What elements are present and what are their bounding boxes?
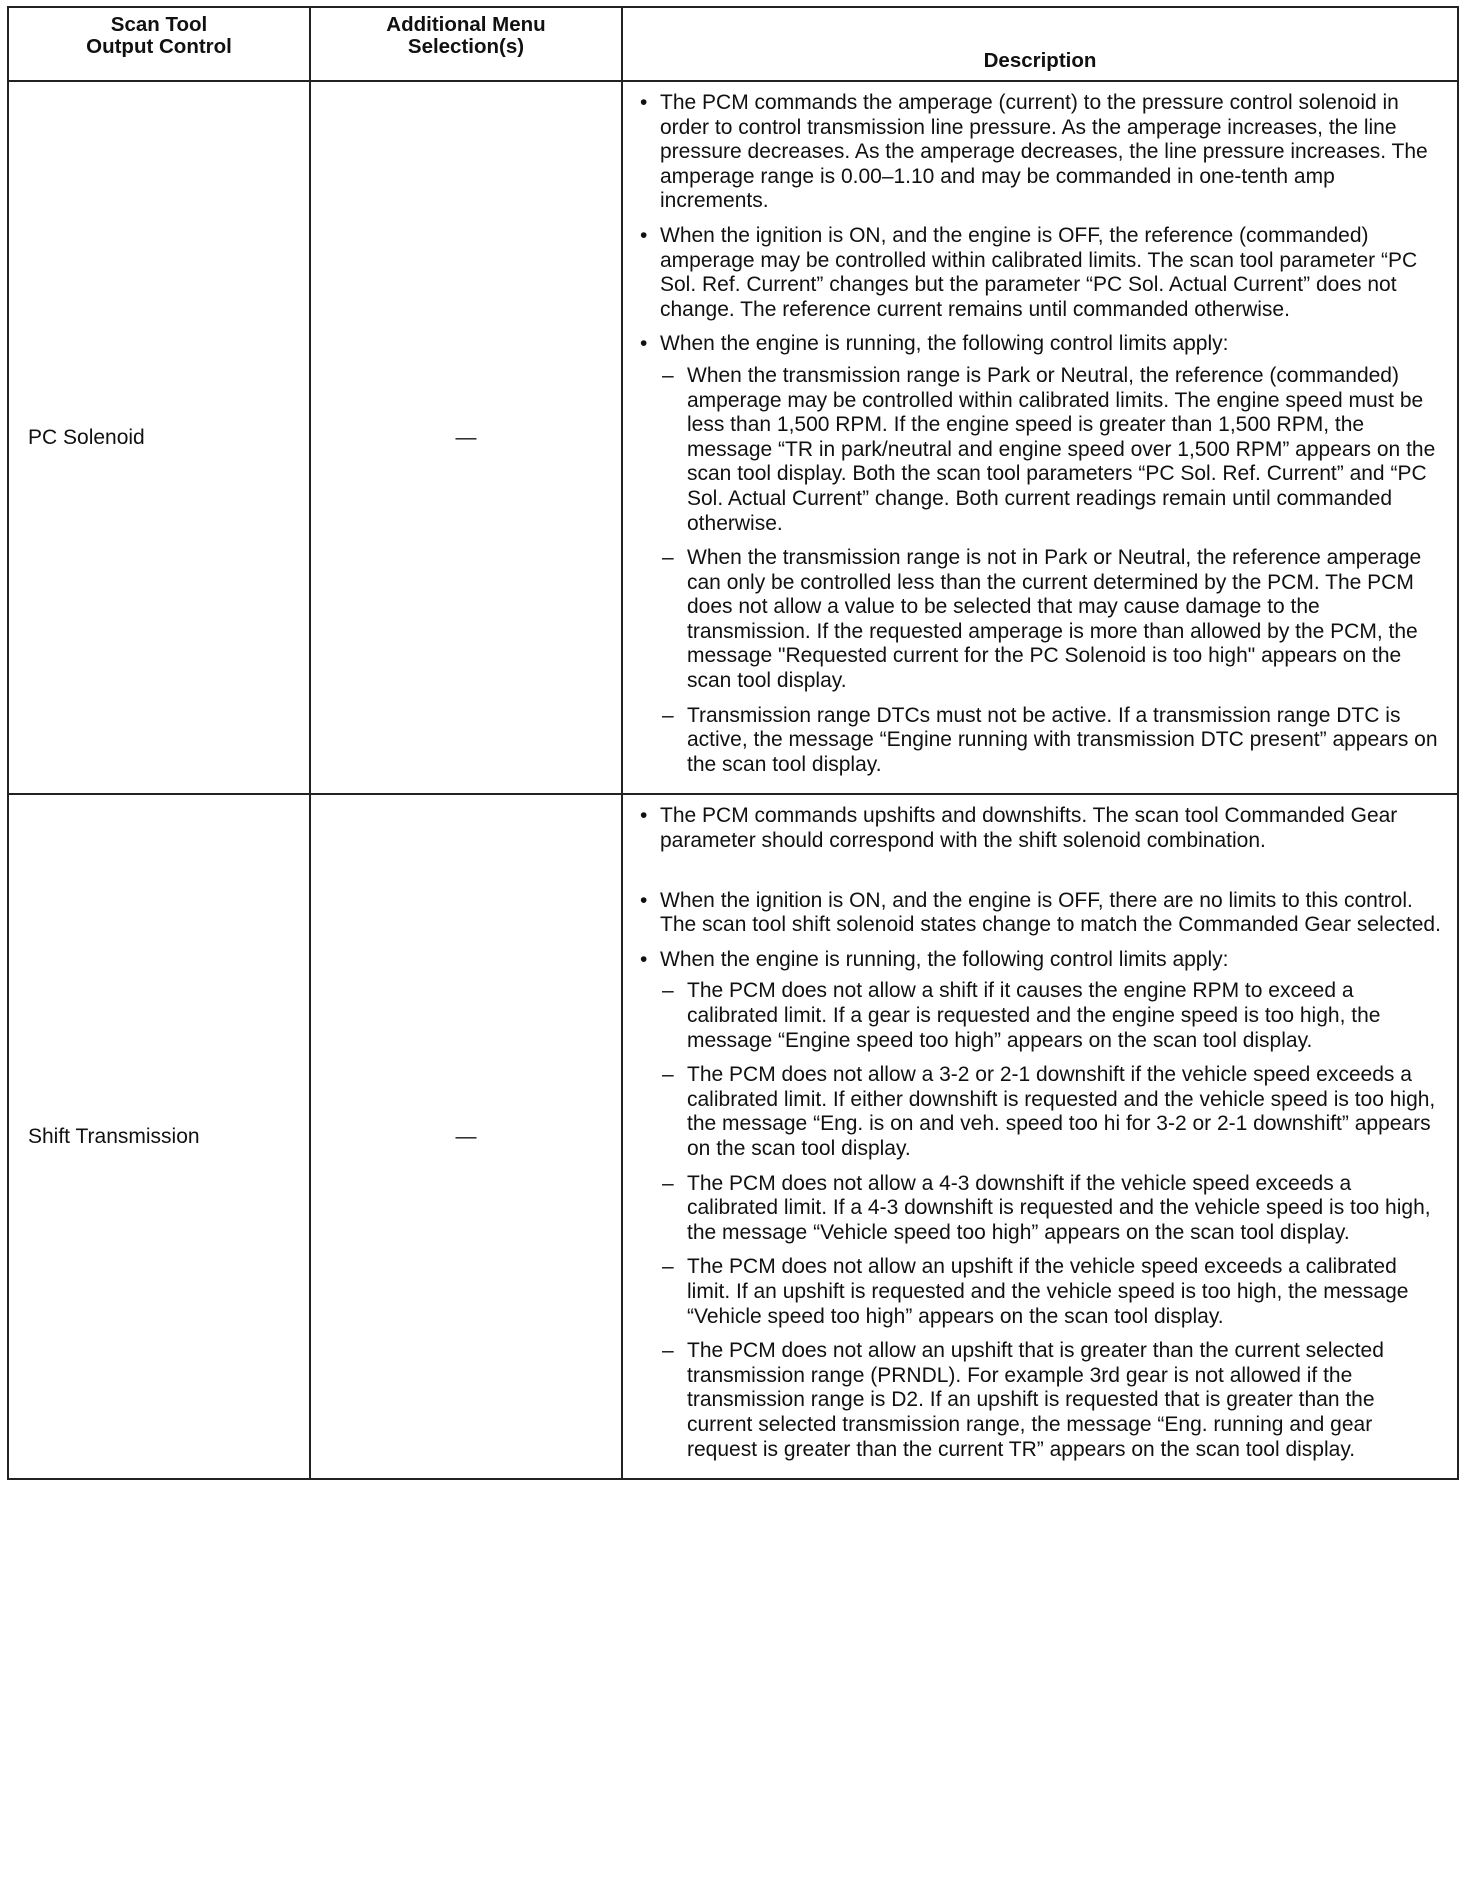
header-scan-tool-output-control: [8, 7, 310, 81]
description-sub-item: – When the transmission range is Park or Neutral, the reference (commanded) amperage may be controlled within calibrated limits. The engine speed must be less than 1,500 RPM. If the engine speed is greater than 1,500 RPM, the message “TR in park/neutral and engine speed over 1,500 RPM” appears on the scan tool display. Both the scan tool parameters “PC Sol. Ref. Current” and “PC Sol. Actual Current” change. Both current readings remain until commanded otherwise.: [656, 364, 1443, 536]
description-sub-item: – The PCM does not allow a 3-2 or 2-1 downshift if the vehicle speed exceeds a calibrated limit. If either downshift is requested and the vehicle speed is too high, the message “Eng. is on and veh. speed too hi for 3-2 or 2-1 downshift” appears on the scan tool display.: [656, 1063, 1443, 1161]
scan-tool-output-control-table: [7, 6, 1459, 1480]
header-col1-line2: Output Control: [86, 35, 232, 58]
header-col2-line2: Selection(s): [407, 35, 525, 58]
description-sub-item: – Transmission range DTCs must not be active. If a transmission range DTC is active, the message “Engine running with transmission DTC present” appears on the scan tool display.: [656, 704, 1443, 778]
description-bullet: • When the engine is running, the following control limits apply: – The PCM does not allow a shift if it causes the engine RPM to exceed a calibrated limit. If a gear is requested and the engine speed is too high, the message “Engine speed too high” appears on the scan tool display. – The PCM does not allow a 3-2 or 2-1 downshift if the vehicle speed exceeds a calibrated limit. If either downshift is requested and the vehicle speed is too high, the message “Eng. is on and veh. speed too hi for 3-2 or 2-1 downshift” appears on the scan tool display. – The PCM does not allow a 4-3 downshift if the vehicle speed exceeds a calibrated limit. If a 4-3 downshift is requested and the vehicle speed is too high, the message “Vehicle speed too high” appears on the scan tool display. – The PCM does not allow an upshift if the vehicle speed exceeds a calibrated limit. If an upshift is requested and the vehicle speed is too high, the message “Vehicle speed too high” appears on the scan tool display. – The PCM does not allow an upshift that is greater than the current selected transmission range (PRNDL). For example 3rd gear is not allowed if the transmission range is D2. If an upshift is requested that is greater than the current selected transmission range, the message “Eng. running and gear request is greater than the current TR” appears on the scan tool display.: [633, 948, 1443, 1462]
header-additional-menu-selections: [310, 7, 622, 81]
row-menu-selection: —: [310, 794, 622, 1479]
description-sub-item: – The PCM does not allow an upshift if the vehicle speed exceeds a calibrated limit. If an upshift is requested and the vehicle speed is too high, the message “Vehicle speed too high” appears on the scan tool display.: [656, 1255, 1443, 1329]
description-bullet: • When the ignition is ON, and the engine is OFF, the reference (commanded) amperage may be controlled within calibrated limits. The scan tool parameter “PC Sol. Ref. Current” changes but the parameter “PC Sol. Actual Current” does not change. The reference current remains until commanded otherwise.: [633, 224, 1443, 322]
table-row: [8, 794, 1458, 1479]
row-menu-selection: —: [310, 81, 622, 794]
description-sub-item: – The PCM does not allow an upshift that is greater than the current selected transmission range (PRNDL). For example 3rd gear is not allowed if the transmission range is D2. If an upshift is requested that is greater than the current selected transmission range, the message “Eng. running and gear request is greater than the current TR” appears on the scan tool display.: [656, 1339, 1443, 1462]
description-bullet: • When the engine is running, the following control limits apply: – When the transmission range is Park or Neutral, the reference (commanded) amperage may be controlled within calibrated limits. The engine speed must be less than 1,500 RPM. If the engine speed is greater than 1,500 RPM, the message “TR in park/neutral and engine speed over 1,500 RPM” appears on the scan tool display. Both the scan tool parameters “PC Sol. Ref. Current” and “PC Sol. Actual Current” change. Both current readings remain until commanded otherwise. – When the transmission range is not in Park or Neutral, the reference amperage can only be controlled less than the current determined by the PCM. The PCM does not allow a value to be selected that may cause damage to the transmission. If the requested amperage is more than allowed by the PCM, the message "Requested current for the PC Solenoid is too high" appears on the scan tool display. – Transmission range DTCs must not be active. If a transmission range DTC is active, the message “Engine running with transmission DTC present” appears on the scan tool display.: [633, 332, 1443, 777]
header-col1-line1: Scan Tool: [110, 13, 208, 36]
row-control-name: Shift Transmission: [8, 794, 310, 1479]
description-bullet: • When the ignition is ON, and the engine is OFF, there are no limits to this control. The scan tool shift solenoid states change to match the Commanded Gear selected.: [633, 889, 1443, 938]
row-description: [622, 794, 1458, 1479]
description-sub-item: – The PCM does not allow a 4-3 downshift if the vehicle speed exceeds a calibrated limit. If a 4-3 downshift is requested and the vehicle speed is too high, the message “Vehicle speed too high” appears on the scan tool display.: [656, 1172, 1443, 1246]
description-sub-item: – The PCM does not allow a shift if it causes the engine RPM to exceed a calibrated limit. If a gear is requested and the engine speed is too high, the message “Engine speed too high” appears on the scan tool display.: [656, 979, 1443, 1053]
table-header-row: [8, 7, 1458, 81]
description-bullet: • The PCM commands the amperage (current) to the pressure control solenoid in order to control transmission line pressure. As the amperage increases, the line pressure decreases. As the amperage decreases, the line pressure increases. The amperage range is 0.00–1.10 and may be commanded in one-tenth amp increments.: [633, 91, 1443, 214]
description-bullet: • The PCM commands upshifts and downshifts. The scan tool Commanded Gear parameter should correspond with the shift solenoid combination.: [633, 804, 1443, 853]
table-row: [8, 81, 1458, 794]
row-description: [622, 81, 1458, 794]
header-col2-line1: Additional Menu: [386, 13, 546, 36]
row-control-name: PC Solenoid: [8, 81, 310, 794]
description-sub-item: – When the transmission range is not in Park or Neutral, the reference amperage can only be controlled less than the current determined by the PCM. The PCM does not allow a value to be selected that may cause damage to the transmission. If the requested amperage is more than allowed by the PCM, the message "Requested current for the PC Solenoid is too high" appears on the scan tool display.: [656, 546, 1443, 694]
header-description: Description: [622, 7, 1458, 81]
